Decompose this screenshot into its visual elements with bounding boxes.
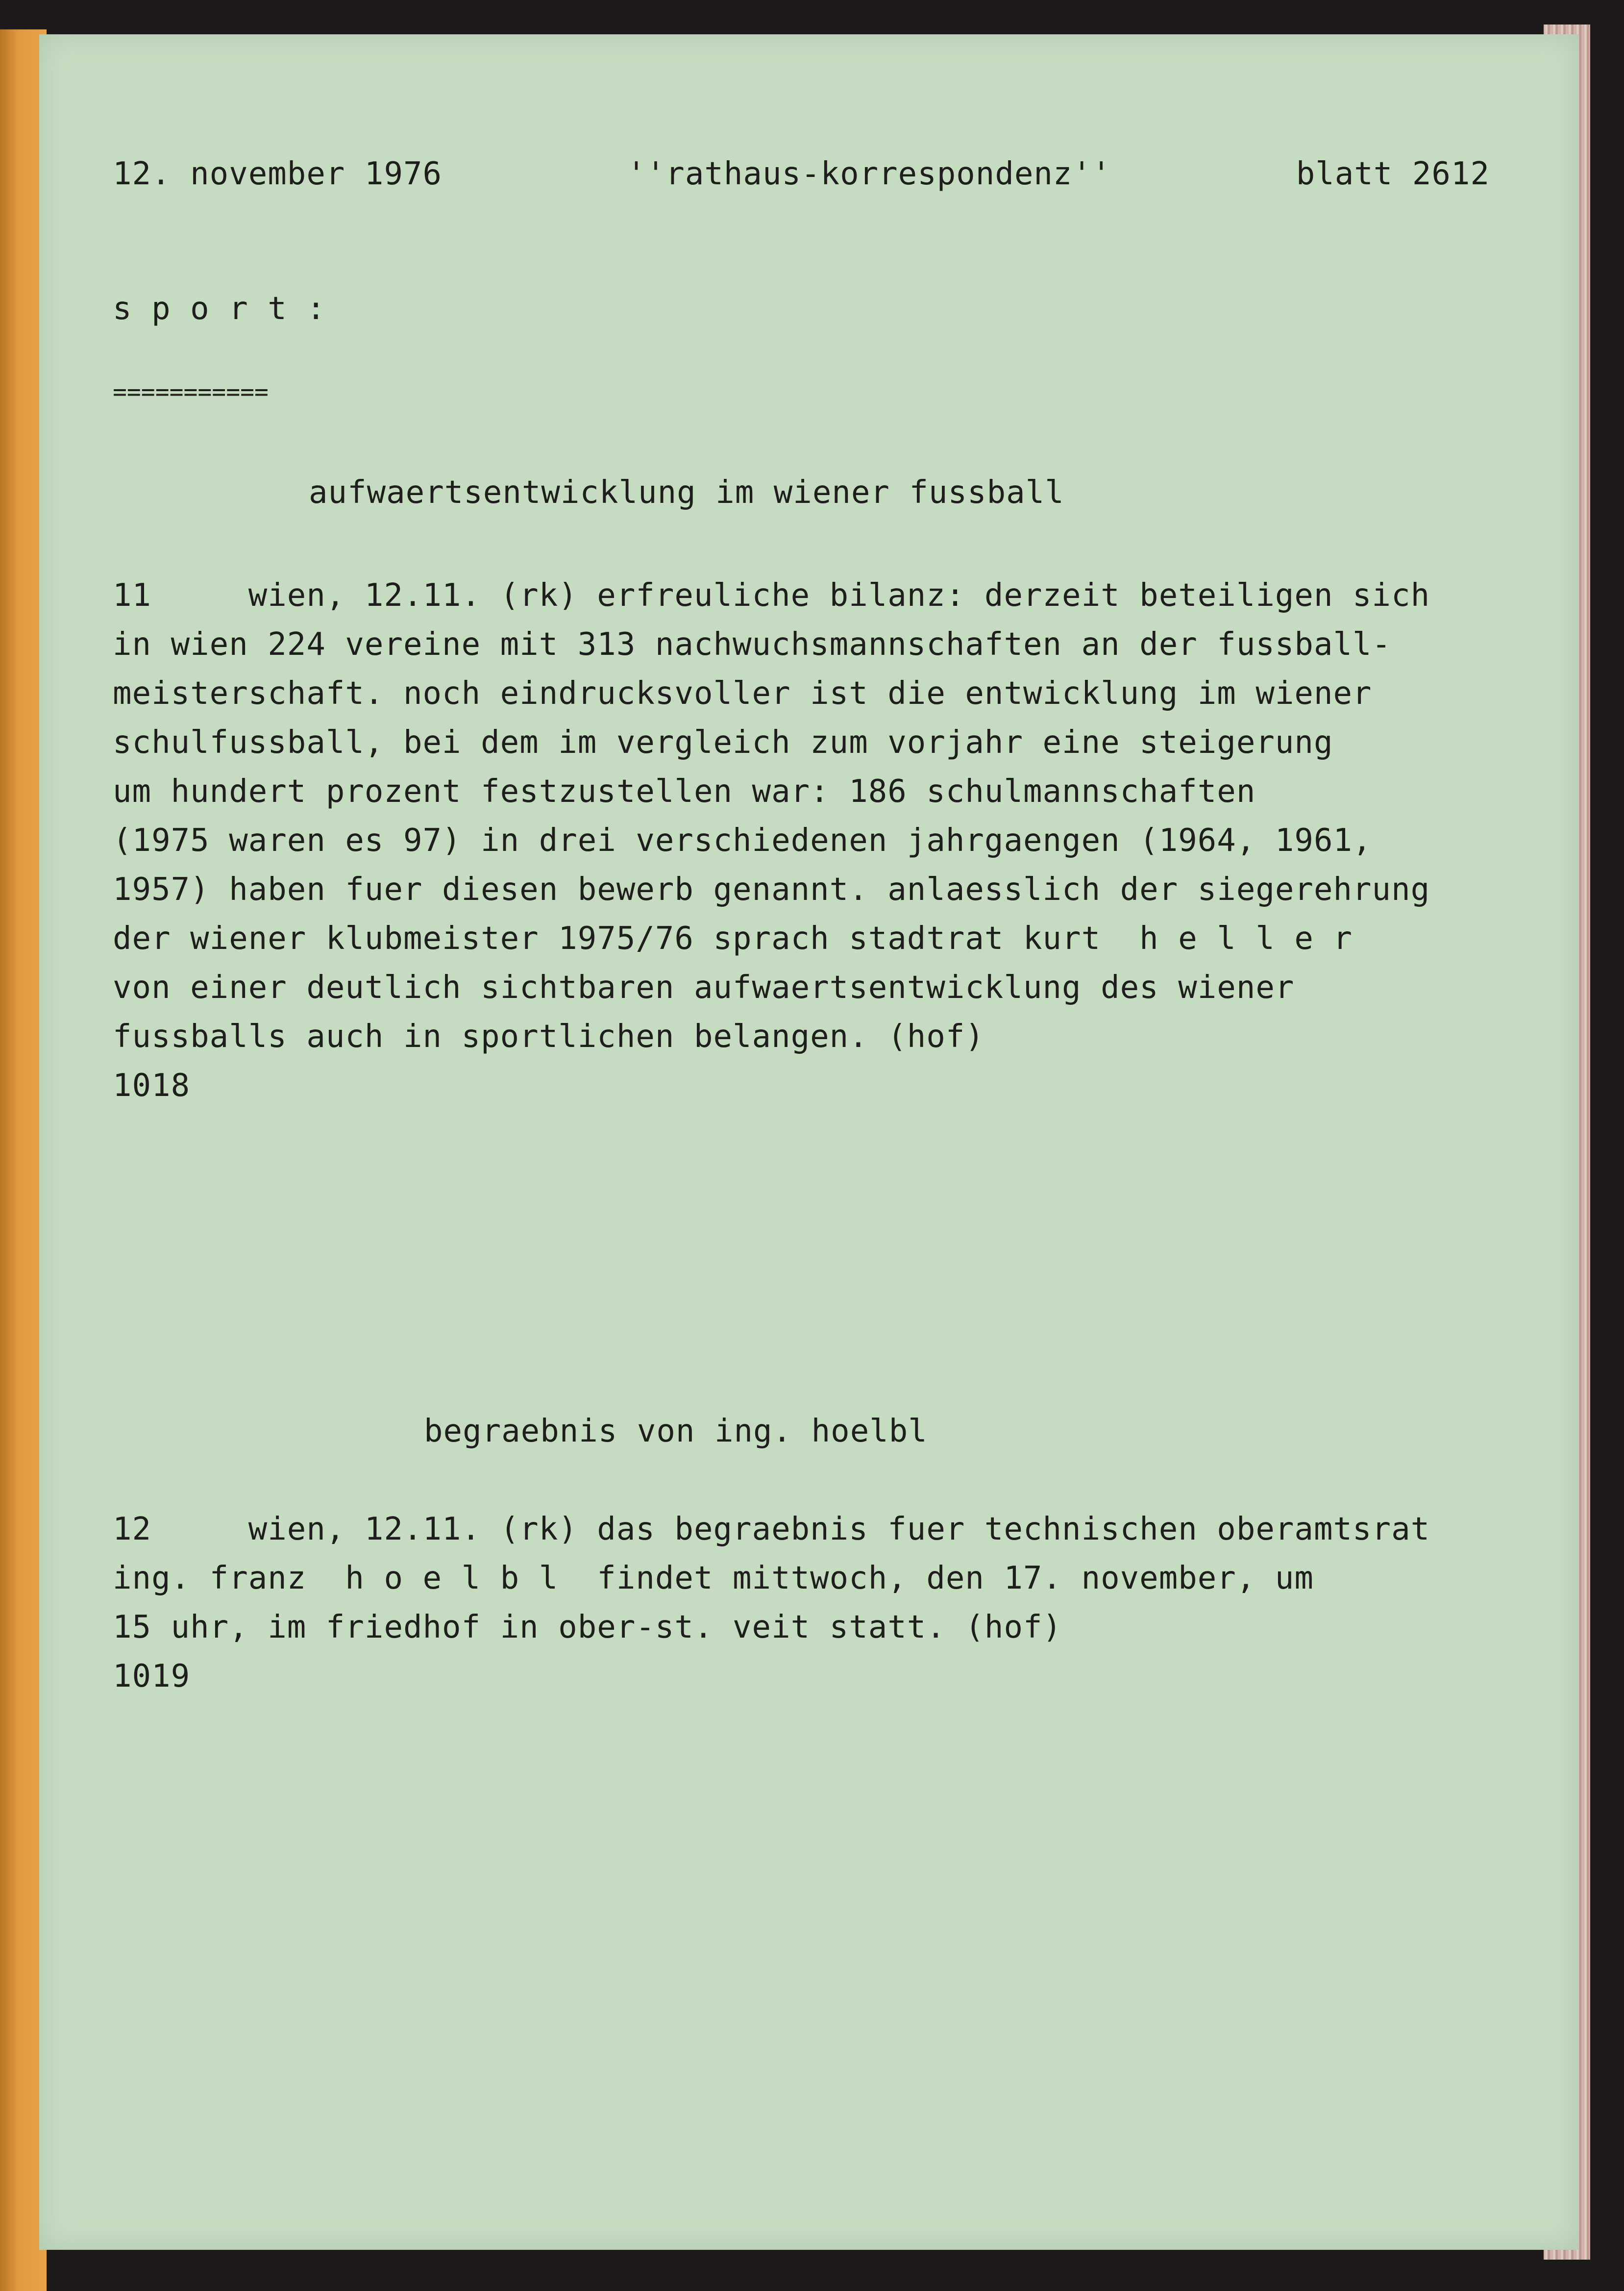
article-2-code: 1019: [113, 1658, 191, 1694]
article-1-line: meisterschaft. noch eindrucksvoller ist die entwicklung im wiener: [113, 675, 1372, 712]
header-sheet-number: blatt 2612: [1296, 156, 1490, 192]
article-1-line: in wien 224 vereine mit 313 nachwuchsmannschaften an der fussball-: [113, 626, 1392, 663]
article-1-line: 1957) haben fuer diesen bewerb genannt. anlaesslich der siegerehrung: [113, 872, 1430, 908]
article-1-line: von einer deutlich sichtbaren aufwaertsentwicklung des wiener: [113, 970, 1295, 1006]
article-1-code: 1018: [113, 1068, 191, 1104]
header-publication: ''rathaus-korrespondenz'': [627, 156, 1111, 192]
page-header: [113, 154, 1490, 194]
article-1-title: aufwaertsentwicklung im wiener fussball: [309, 474, 1064, 511]
document-page: [39, 34, 1579, 2250]
article-1-line: um hundert prozent festzustellen war: 186 schulmannschaften: [113, 773, 1256, 810]
section-underline: ===========: [113, 378, 269, 406]
article-1-line: schulfussball, bei dem im vergleich zum vorjahr eine steigerung: [113, 724, 1333, 761]
header-date: 12. november 1976: [113, 156, 443, 192]
article-1-line: (1975 waren es 97) in drei verschiedenen jahrgaengen (1964, 1961,: [113, 822, 1372, 859]
bleed-through-text: [127, 225, 1147, 262]
article-2-title: begraebnis von ing. hoelbl: [424, 1413, 928, 1449]
article-2-line: 12 wien, 12.11. (rk) das begraebnis fuer technischen oberamtsrat: [113, 1511, 1430, 1547]
article-1-line: der wiener klubmeister 1975/76 sprach stadtrat kurt h e l l e r: [113, 921, 1353, 957]
section-label: s p o r t :: [113, 291, 326, 327]
article-1-line: fussballs auch in sportlichen belangen. (hof): [113, 1019, 984, 1055]
article-2-line: ing. franz h o e l b l findet mittwoch, den 17. november, um: [113, 1560, 1314, 1596]
article-2-line: 15 uhr, im friedhof in ober-st. veit statt. (hof): [113, 1609, 1062, 1645]
article-1-line: 11 wien, 12.11. (rk) erfreuliche bilanz: derzeit beteiligen sich: [113, 577, 1430, 614]
